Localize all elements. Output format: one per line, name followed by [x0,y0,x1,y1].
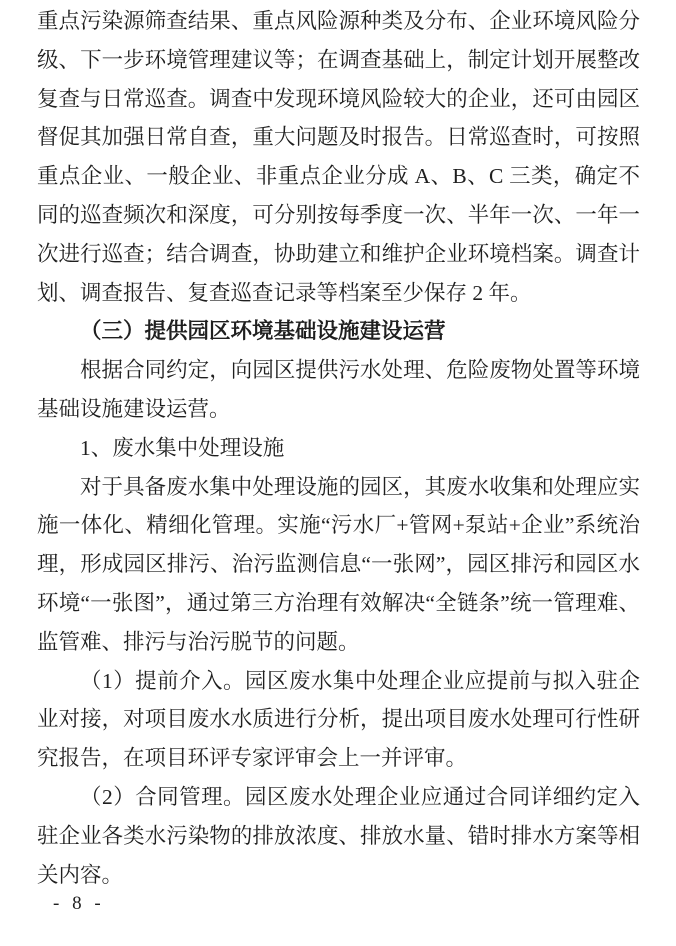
body-paragraph-continuation: 重点污染源筛查结果、重点风险源种类及分布、企业环境风险分级、下一步环境管理建议等；在调查基础上，制定计划开展整改复查与日常巡查。调查中发现环境风险较大的企业，还可由园区督促其加强日常自查，重大问题及时报告。日常巡查时，可按照重点企业、一般企业、非重点企业分成 A、B、C 三类，确定不同的巡查频次和深度，可分别按每季度一次、半年一次、一年一次进行巡查；结合调查，协助建立和维护企业环境档案。调查计划、调查报告、复查巡查记录等档案至少保存 2 年。 [37,9,640,305]
paragraph-container [37,2,640,894]
sub-heading: 1、废水集中处理设施 [80,435,285,460]
page-number: - 8 - [53,893,103,914]
body-paragraph: （1）提前介入。园区废水集中处理企业应提前与拟入驻企业对接，对项目废水水质进行分析，提出项目废水处理可行性研究报告，在项目环评专家评审会上一并评审。 [37,668,640,771]
body-paragraph: （2）合同管理。园区废水处理企业应通过合同详细约定入驻企业各类水污染物的排放浓度、排放水量、错时排水方案等相关内容。 [37,784,640,887]
body-paragraph: 根据合同约定，向园区提供污水处理、危险废物处置等环境基础设施建设运营。 [37,358,640,421]
body-paragraph: 对于具备废水集中处理设施的园区，其废水收集和处理应实施一体化、精细化管理。实施“污水厂+管网+泵站+企业”系统治理，形成园区排污、治污监测信息“一张网”，园区排污和园区水环境“一张图”，通过第三方治理有效解决“全链条”统一管理难、监管难、排污与治污脱节的问题。 [37,474,640,654]
section-heading: （三）提供园区环境基础设施建设运营 [80,319,446,344]
